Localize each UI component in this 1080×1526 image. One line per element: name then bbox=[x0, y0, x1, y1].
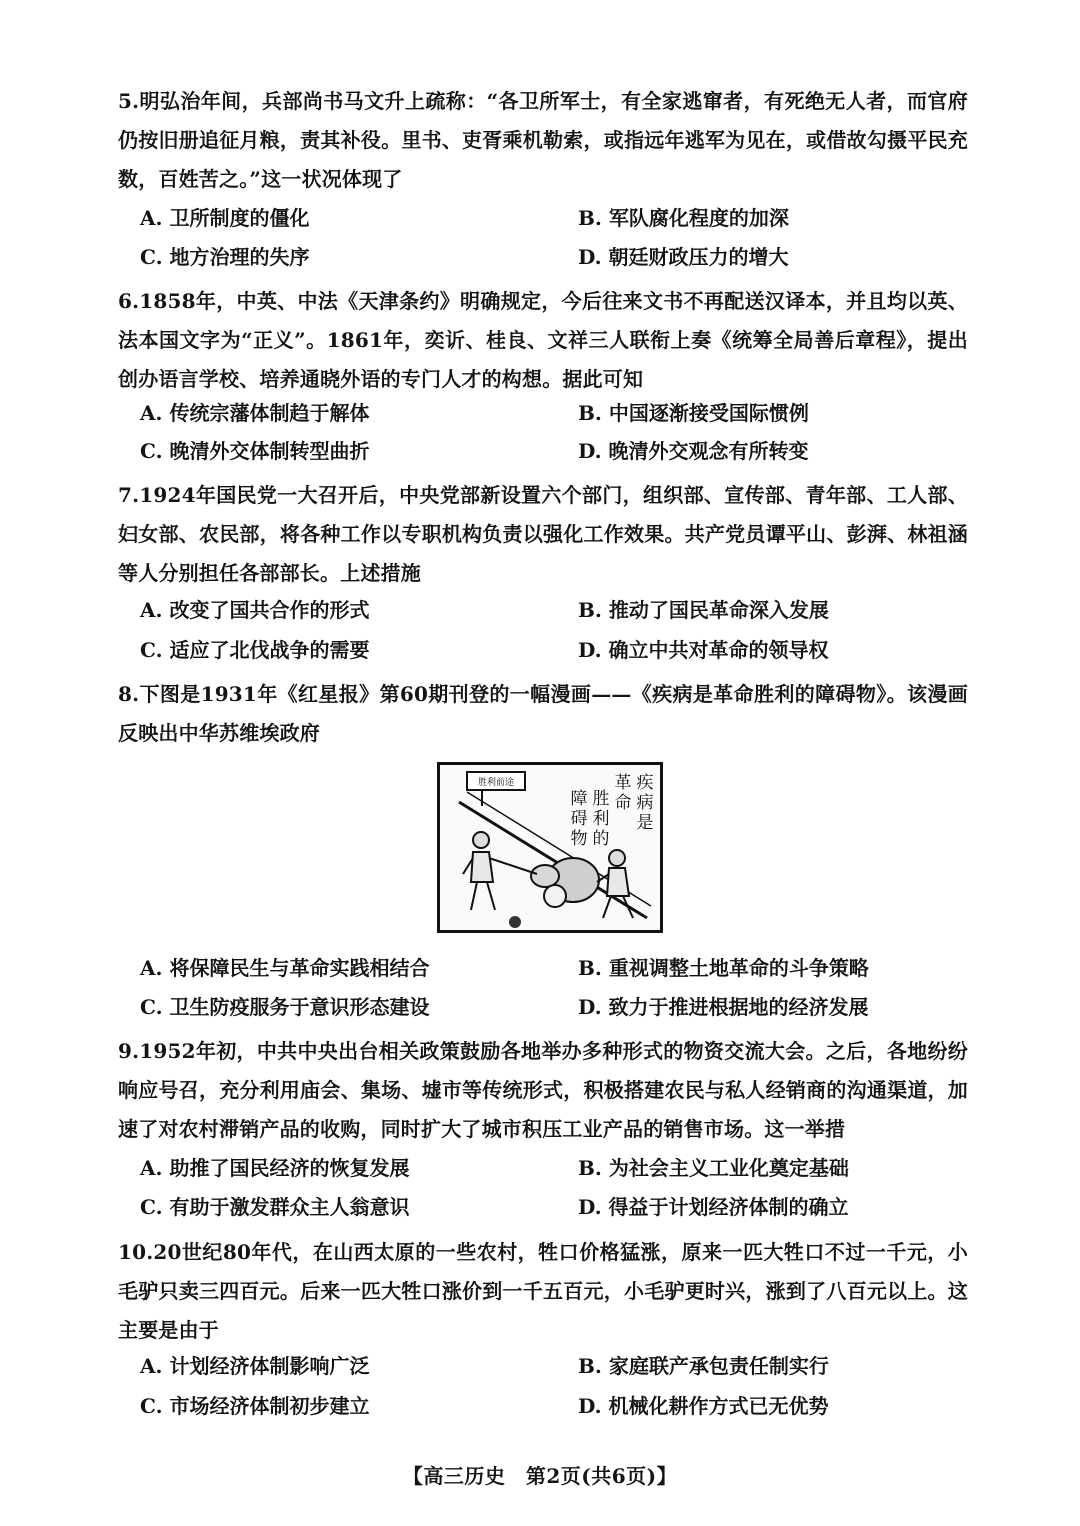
cartoon-caption-char: 的 bbox=[592, 829, 610, 849]
question-6-option-b: B. 中国逐渐接受国际惯例 bbox=[578, 401, 809, 425]
question-9-option-b: B. 为社会主义工业化奠定基础 bbox=[578, 1156, 849, 1180]
question-8-option-b: B. 重视调整土地革命的斗争策略 bbox=[578, 956, 869, 980]
question-7-option-b: B. 推动了国民革命深入发展 bbox=[578, 598, 829, 622]
question-7-option-c: C. 适应了北伐战争的需要 bbox=[140, 638, 370, 662]
cartoon-caption-char: 障 bbox=[570, 789, 588, 809]
question-5-option-a: A. 卫所制度的僵化 bbox=[140, 206, 310, 230]
cartoon-caption-char: 物 bbox=[570, 829, 588, 849]
cartoon-ball bbox=[509, 916, 521, 928]
question-10-stem: 10.20世纪80年代，在山西太原的一些农村，牲口价格猛涨，原来一匹大牲口不过一千元，小毛驴只卖三四百元。后来一匹大牲口涨价到一千五百元，小毛驴更时兴，涨到了八百元以上。这主要是由于 bbox=[118, 1240, 968, 1342]
cartoon-illustration bbox=[437, 762, 663, 933]
question-7-option-a: A. 改变了国共合作的形式 bbox=[140, 598, 370, 622]
question-6-stem: 6.1858年，中英、中法《天津条约》明确规定，今后往来文书不再配送汉译本，并且均以英、法本国文字为“正义”。1861年，奕䜣、桂良、文祥三人联衔上奏《统筹全局善后章程》，提出创办语言学校、培养通晓外语的专门人才的构想。据此可知 bbox=[118, 289, 968, 391]
question-5-option-b: B. 军队腐化程度的加深 bbox=[578, 206, 789, 230]
question-8-option-c: C. 卫生防疫服务于意识形态建设 bbox=[140, 995, 430, 1019]
question-8-option-d: D. 致力于推进根据地的经济发展 bbox=[578, 995, 869, 1019]
question-6-option-a: A. 传统宗藩体制趋于解体 bbox=[140, 401, 370, 425]
question-10-option-a: A. 计划经济体制影响广泛 bbox=[140, 1354, 370, 1378]
question-5-stem: 5.明弘治年间，兵部尚书马文升上疏称：“各卫所军士，有全家逃窜者，有死绝无人者，而官府仍按旧册追征月粮，责其补役。里书、吏胥乘机勒索，或指远年逃军为见在，或借故勾摄平民充数，百姓苦之。”这一状况体现了 bbox=[118, 89, 968, 191]
cartoon-caption-char: 命 bbox=[614, 793, 632, 813]
question-9-stem: 9.1952年初，中共中央出台相关政策鼓励各地举办多种形式的物资交流大会。之后，各地纷纷响应号召，充分利用庙会、集场、墟市等传统形式，积极搭建农民与私人经销商的沟通渠道，加速了对农村滞销产品的收购，同时扩大了城市积压工业产品的销售市场。这一举措 bbox=[118, 1039, 968, 1141]
cartoon-caption-char: 病 bbox=[636, 793, 654, 813]
cartoon-caption-char: 是 bbox=[636, 813, 654, 833]
cartoon-caption-char: 碍 bbox=[570, 809, 588, 829]
question-9-option-c: C. 有助于激发群众主人翁意识 bbox=[140, 1195, 410, 1219]
question-5-option-c: C. 地方治理的失序 bbox=[140, 245, 310, 269]
question-8-option-a: A. 将保障民生与革命实践相结合 bbox=[140, 956, 430, 980]
question-9-option-d: D. 得益于计划经济体制的确立 bbox=[578, 1195, 849, 1219]
question-5-option-d: D. 朝廷财政压力的增大 bbox=[578, 245, 789, 269]
question-6-option-c: C. 晚清外交体制转型曲折 bbox=[140, 439, 370, 463]
question-10-option-c: C. 市场经济体制初步建立 bbox=[140, 1394, 370, 1418]
question-10-option-d: D. 机械化耕作方式已无优势 bbox=[578, 1394, 829, 1418]
question-6-option-d: D. 晚清外交观念有所转变 bbox=[578, 439, 809, 463]
cartoon-caption-char: 胜 bbox=[592, 789, 610, 809]
cartoon-signpost-text: 胜利前途 bbox=[477, 778, 515, 788]
page-footer: 【高三历史 第2页(共6页)】 bbox=[402, 1464, 678, 1488]
cartoon-caption-char: 疾 bbox=[636, 773, 654, 793]
question-9-option-a: A. 助推了国民经济的恢复发展 bbox=[140, 1156, 410, 1180]
question-10-option-b: B. 家庭联产承包责任制实行 bbox=[578, 1354, 829, 1378]
question-7-option-d: D. 确立中共对革命的领导权 bbox=[578, 638, 829, 662]
question-8-stem: 8.下图是1931年《红星报》第60期刊登的一幅漫画——《疾病是革命胜利的障碍物》。该漫画反映出中华苏维埃政府 bbox=[118, 682, 968, 745]
cartoon-caption-char: 利 bbox=[592, 809, 610, 829]
cartoon-caption-char: 革 bbox=[614, 773, 632, 793]
question-7-stem: 7.1924年国民党一大召开后，中央党部新设置六个部门，组织部、宣传部、青年部、工人部、妇女部、农民部，将各种工作以专职机构负责以强化工作效果。共产党员谭平山、彭湃、林祖涵等人分别担任各部部长。上述措施 bbox=[118, 483, 968, 585]
